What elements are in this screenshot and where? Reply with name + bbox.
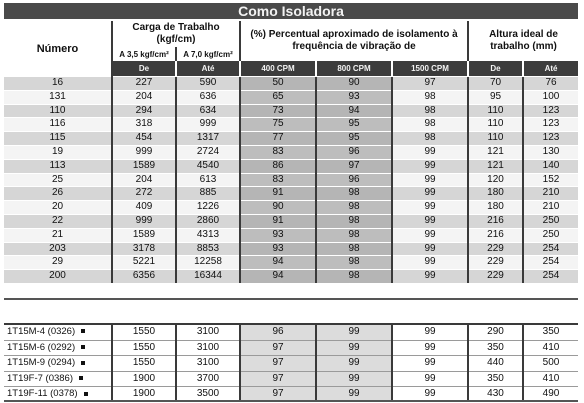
table-cell: 500 (523, 356, 578, 372)
table-cell: 123 (523, 118, 578, 132)
table-cell: 999 (176, 118, 240, 132)
table-cell: 77 (240, 132, 316, 146)
table-cell: 99 (392, 242, 468, 256)
table-cell: 20 (4, 201, 112, 215)
table-cell: 350 (468, 340, 523, 356)
table-cell: 110 (468, 132, 523, 146)
table-cell: 100 (523, 90, 578, 104)
table-cell: 440 (468, 356, 523, 372)
model-name: 1T19F-7 (0386) (7, 372, 74, 384)
table-cell: 99 (316, 356, 392, 372)
table-cell: 152 (523, 173, 578, 187)
table-cell: 98 (316, 228, 392, 242)
table-cell: 1589 (112, 159, 176, 173)
table-cell: 3700 (176, 371, 240, 387)
table-cell: 76 (523, 77, 578, 91)
table-cell: 97 (240, 371, 316, 387)
table-cell: 99 (392, 324, 468, 340)
header-altura: Altura ideal de trabalho (mm) (468, 21, 578, 61)
table-cell: 93 (240, 242, 316, 256)
table-cell: 94 (240, 270, 316, 283)
table-cell: 430 (468, 387, 523, 402)
table-cell: 350 (523, 324, 578, 340)
table-row (4, 256, 578, 270)
table-cell: 250 (523, 228, 578, 242)
table-cell: 254 (523, 242, 578, 256)
model-name-cell (4, 371, 112, 387)
table-row (4, 90, 578, 104)
table-row (4, 159, 578, 173)
table-cell: 98 (316, 242, 392, 256)
table-cell: 590 (176, 77, 240, 91)
table-cell: 254 (523, 256, 578, 270)
table-cell: 95 (316, 118, 392, 132)
table-cell: 454 (112, 132, 176, 146)
table-cell: 272 (112, 187, 176, 201)
table-title: Como Isoladora (4, 3, 578, 19)
table-cell: 96 (240, 324, 316, 340)
table-cell: 95 (316, 132, 392, 146)
table-cell: 94 (316, 104, 392, 118)
table-cell: 99 (392, 270, 468, 283)
table-cell: 99 (392, 159, 468, 173)
table-cell: 3178 (112, 242, 176, 256)
table-cell: 16344 (176, 270, 240, 283)
model-name: 1T15M-9 (0294) (7, 357, 76, 369)
table-cell: 121 (468, 145, 523, 159)
table-cell: 3100 (176, 340, 240, 356)
table-cell: 210 (523, 187, 578, 201)
table-cell: 2860 (176, 214, 240, 228)
table-cell: 99 (392, 173, 468, 187)
table-cell: 216 (468, 214, 523, 228)
table-cell: 91 (240, 187, 316, 201)
table-row (4, 173, 578, 187)
table-cell: 99 (316, 387, 392, 402)
table-cell: 98 (392, 132, 468, 146)
table-cell: 99 (392, 256, 468, 270)
table-cell: 3500 (176, 387, 240, 402)
table-cell: 98 (316, 201, 392, 215)
table-cell: 98 (316, 270, 392, 283)
model-name-cell (4, 356, 112, 372)
table-cell: 110 (4, 104, 112, 118)
table-cell: 99 (392, 145, 468, 159)
header-carga-b: A 7,0 kgf/cm² (176, 47, 240, 61)
table-cell: 19 (4, 145, 112, 159)
table-cell: 229 (468, 270, 523, 283)
table-cell: 91 (240, 214, 316, 228)
model-name: 1T19F-11 (0378) (7, 388, 78, 400)
table-cell: 98 (316, 256, 392, 270)
table-cell: 2724 (176, 145, 240, 159)
table-cell: 200 (4, 270, 112, 283)
table-cell: 6356 (112, 270, 176, 283)
table-cell: 204 (112, 90, 176, 104)
table-cell: 113 (4, 159, 112, 173)
table-cell: 3100 (176, 356, 240, 372)
table-cell: 123 (523, 132, 578, 146)
table-cell: 94 (240, 256, 316, 270)
table-cell: 8853 (176, 242, 240, 256)
table-cell: 98 (392, 90, 468, 104)
table-cell: 98 (392, 104, 468, 118)
model-name-cell (4, 324, 112, 340)
table-cell: 4313 (176, 228, 240, 242)
table-row (4, 118, 578, 132)
table-row (4, 145, 578, 159)
table-cell: 180 (468, 187, 523, 201)
table-cell: 90 (240, 201, 316, 215)
table-cell: 490 (523, 387, 578, 402)
header-cpm-400: 400 CPM (240, 61, 316, 77)
table-cell: 99 (392, 340, 468, 356)
model-table (4, 323, 578, 402)
table-cell: 121 (468, 159, 523, 173)
table-row (4, 201, 578, 215)
table-cell: 99 (392, 387, 468, 402)
square-bullet-icon (81, 345, 85, 349)
table-cell: 98 (316, 187, 392, 201)
square-bullet-icon (81, 361, 85, 365)
table-row (4, 104, 578, 118)
table-cell: 29 (4, 256, 112, 270)
isolator-table (4, 21, 578, 283)
table-cell: 409 (112, 201, 176, 215)
table-cell: 116 (4, 118, 112, 132)
table-cell: 16 (4, 77, 112, 91)
square-bullet-icon (79, 376, 83, 380)
table-cell: 203 (4, 242, 112, 256)
model-name: 1T15M-4 (0326) (7, 326, 76, 337)
table-cell: 12258 (176, 256, 240, 270)
table-cell: 1900 (112, 387, 176, 402)
table-cell: 93 (316, 90, 392, 104)
table-cell: 204 (112, 173, 176, 187)
table-cell: 1550 (112, 324, 176, 340)
table-cell: 115 (4, 132, 112, 146)
header-ate-1: Até (176, 61, 240, 77)
header-carga: Carga de Trabalho (kgf/cm) (112, 21, 240, 47)
table-row (4, 214, 578, 228)
table-cell: 613 (176, 173, 240, 187)
table-cell: 22 (4, 214, 112, 228)
table-cell: 1900 (112, 371, 176, 387)
model-row (4, 324, 578, 340)
table-cell: 5221 (112, 256, 176, 270)
table-cell: 50 (240, 77, 316, 91)
table-cell: 3100 (176, 324, 240, 340)
table-cell: 254 (523, 270, 578, 283)
table-cell: 73 (240, 104, 316, 118)
table-row (4, 77, 578, 91)
table-cell: 294 (112, 104, 176, 118)
table-cell: 99 (316, 340, 392, 356)
table-cell: 4540 (176, 159, 240, 173)
table-cell: 123 (523, 104, 578, 118)
table-cell: 1226 (176, 201, 240, 215)
table-cell: 97 (240, 387, 316, 402)
table-cell: 86 (240, 159, 316, 173)
table-cell: 110 (468, 104, 523, 118)
table-cell: 99 (392, 356, 468, 372)
table-cell: 97 (240, 340, 316, 356)
table-divider (4, 298, 578, 300)
header-numero: Número (4, 21, 112, 77)
table-cell: 97 (316, 159, 392, 173)
table-cell: 99 (392, 228, 468, 242)
square-bullet-icon (84, 392, 88, 396)
table-row (4, 242, 578, 256)
table-cell: 83 (240, 145, 316, 159)
model-name-cell (4, 340, 112, 356)
header-carga-a: A 3,5 kgf/cm² (112, 47, 176, 61)
table-cell: 120 (468, 173, 523, 187)
table-cell: 25 (4, 173, 112, 187)
table-cell: 99 (316, 324, 392, 340)
table-divider-bottom (4, 400, 578, 402)
header-de-1: De (112, 61, 176, 77)
table-cell: 98 (392, 118, 468, 132)
table-row (4, 228, 578, 242)
table-cell: 97 (240, 356, 316, 372)
table-cell: 1550 (112, 340, 176, 356)
table-cell: 90 (316, 77, 392, 91)
table-cell: 229 (468, 242, 523, 256)
table-cell: 65 (240, 90, 316, 104)
table-row (4, 132, 578, 146)
table-cell: 95 (468, 90, 523, 104)
model-row (4, 371, 578, 387)
table-cell: 1589 (112, 228, 176, 242)
table-cell: 96 (316, 173, 392, 187)
table-cell: 636 (176, 90, 240, 104)
table-cell: 99 (392, 201, 468, 215)
model-name: 1T15M-6 (0292) (7, 341, 76, 353)
table-cell: 97 (392, 77, 468, 91)
table-cell: 110 (468, 118, 523, 132)
table-cell: 93 (240, 228, 316, 242)
table-cell: 96 (316, 145, 392, 159)
table-row (4, 187, 578, 201)
table-cell: 70 (468, 77, 523, 91)
header-percentual: (%) Percentual aproximado de isolamento à frequência de vibração de (240, 21, 468, 61)
table-cell: 83 (240, 173, 316, 187)
table-cell: 99 (392, 214, 468, 228)
table-cell: 634 (176, 104, 240, 118)
table-cell: 410 (523, 371, 578, 387)
table-cell: 318 (112, 118, 176, 132)
model-row (4, 356, 578, 372)
model-row (4, 340, 578, 356)
table-cell: 180 (468, 201, 523, 215)
header-cpm-1500: 1500 CPM (392, 61, 468, 77)
table-cell: 250 (523, 214, 578, 228)
table-cell: 130 (523, 145, 578, 159)
square-bullet-icon (81, 329, 85, 333)
table-cell: 99 (392, 371, 468, 387)
table-cell: 98 (316, 214, 392, 228)
table-cell: 216 (468, 228, 523, 242)
table-cell: 140 (523, 159, 578, 173)
table-cell: 131 (4, 90, 112, 104)
table-cell: 26 (4, 187, 112, 201)
table-cell: 99 (316, 371, 392, 387)
table-row (4, 270, 578, 283)
table-cell: 21 (4, 228, 112, 242)
table-cell: 99 (392, 187, 468, 201)
header-cpm-800: 800 CPM (316, 61, 392, 77)
table-cell: 229 (468, 256, 523, 270)
table-cell: 885 (176, 187, 240, 201)
table-cell: 999 (112, 214, 176, 228)
table-cell: 290 (468, 324, 523, 340)
table-cell: 75 (240, 118, 316, 132)
table-cell: 999 (112, 145, 176, 159)
table-cell: 350 (468, 371, 523, 387)
table-cell: 410 (523, 340, 578, 356)
table-cell: 227 (112, 77, 176, 91)
table-cell: 1317 (176, 132, 240, 146)
table-cell: 1550 (112, 356, 176, 372)
header-de-2: De (468, 61, 523, 77)
table-cell: 210 (523, 201, 578, 215)
header-ate-2: Até (523, 61, 578, 77)
